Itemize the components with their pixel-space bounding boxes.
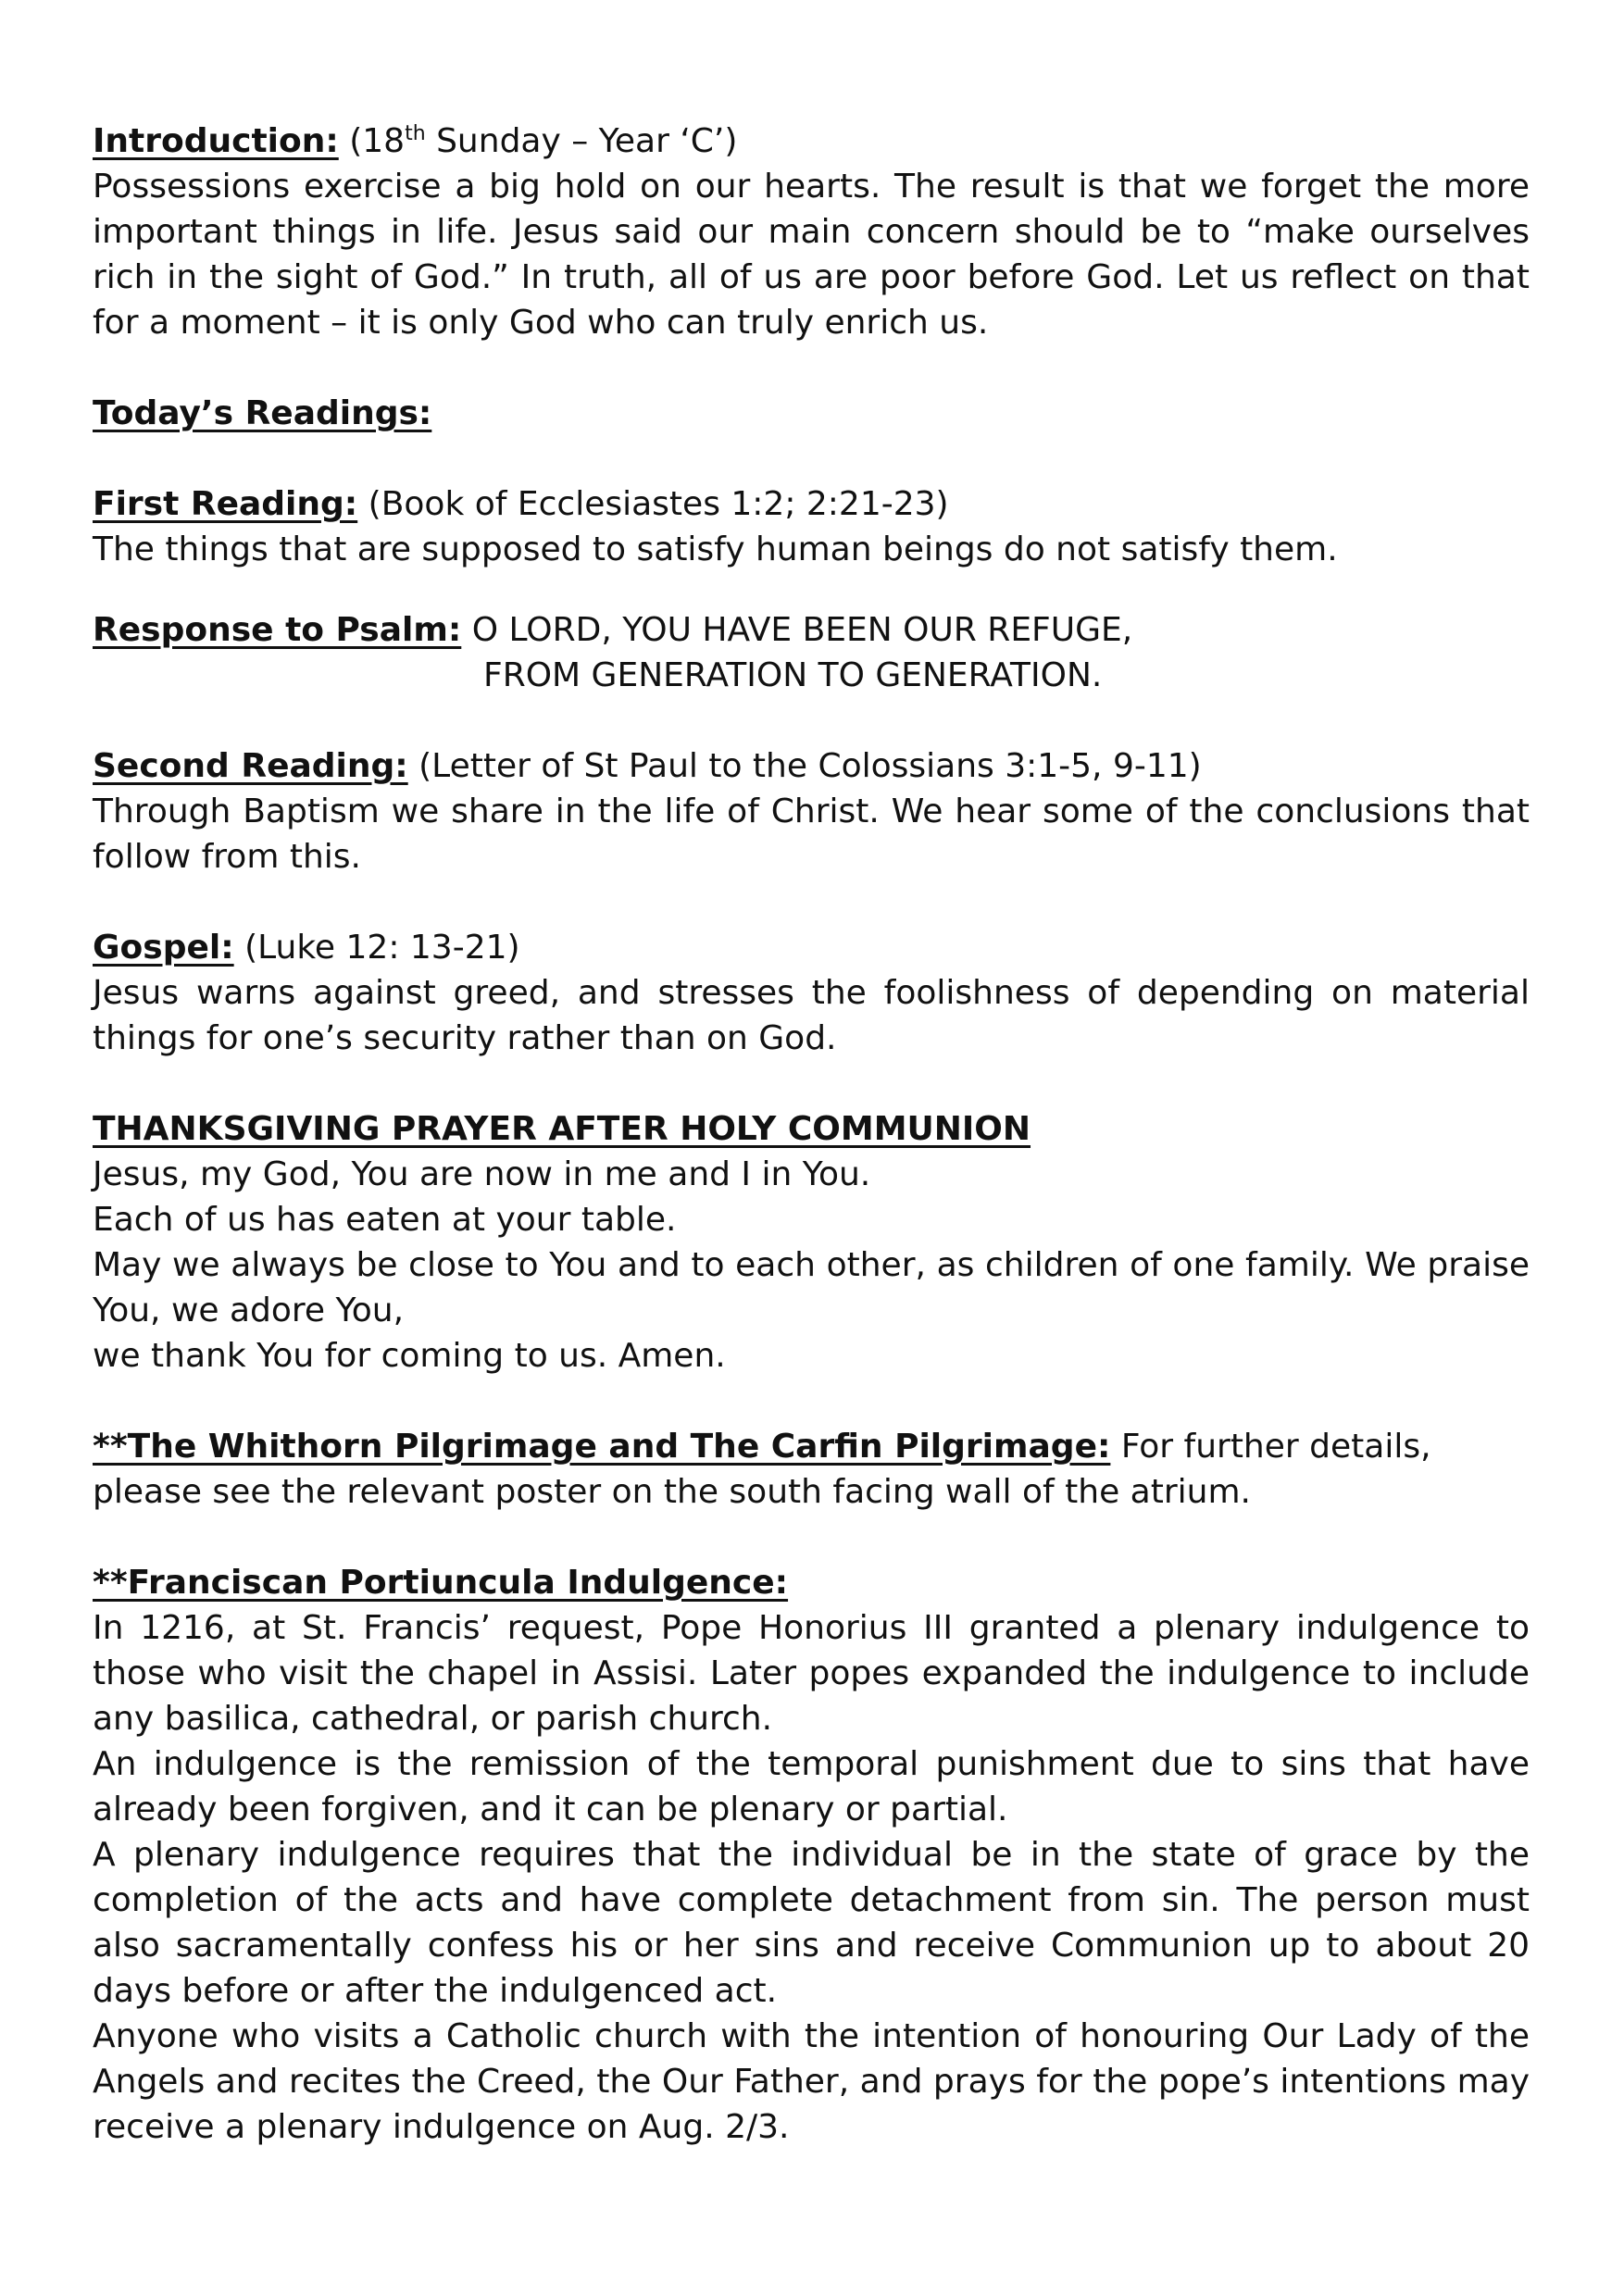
- prayer-line-3: May we always be close to You and to each other, as children of one family. We praise You, we adore You,: [93, 1246, 1530, 1329]
- prayer-line-4: we thank You for coming to us. Amen.: [93, 1337, 726, 1375]
- psalm-heading: Response to Psalm:: [93, 611, 462, 649]
- pilgrimage-heading: **The Whithorn Pilgrimage and The Carfin Pilgrimage:: [93, 1428, 1111, 1466]
- spacer: [93, 345, 1530, 391]
- second-reading-text: Through Baptism we share in the life of Christ. We hear some of the conclusions that follow from this.: [93, 792, 1530, 876]
- indulgence-para-4: Anyone who visits a Catholic church with the intention of honouring Our Lady of the Angels and recites the Creed, the Our Father, and prays for the pope’s intentions may receive a plenary indulgence on Aug. 2/3.: [93, 2017, 1530, 2146]
- pilgrimage-paragraph: [93, 1424, 1530, 1515]
- indulgence-heading: **Franciscan Portiuncula Indulgence:: [93, 1564, 789, 1602]
- indulgence-para-2: An indulgence is the remission of the temporal punishment due to sins that have already been forgiven, and it can be plenary or partial.: [93, 1745, 1530, 1828]
- prayer-line-2: Each of us has eaten at your table.: [93, 1201, 677, 1239]
- first-reading-text: The things that are supposed to satisfy human beings do not satisfy them.: [93, 530, 1338, 568]
- intro-note-sup: th: [405, 122, 426, 145]
- bulletin-page: [93, 119, 1530, 2150]
- indulgence-para-1: In 1216, at St. Francis’ request, Pope Honorius III granted a plenary indulgence to those who visit the chapel in Assisi. Later popes expanded the indulgence to include any basilica, cathedral, or parish church.: [93, 1609, 1530, 1738]
- gospel-heading: Gospel:: [93, 929, 234, 967]
- intro-note-close: Sunday – Year ‘C’): [425, 122, 738, 160]
- psalm-response-1: O LORD, YOU HAVE BEEN OUR REFUGE,: [461, 611, 1133, 649]
- prayer-heading: THANKSGIVING PRAYER AFTER HOLY COMMUNION: [93, 1110, 1031, 1148]
- first-reading-heading: First Reading:: [93, 485, 358, 523]
- spacer: [93, 1061, 1530, 1106]
- gospel-text: Jesus warns against greed, and stresses the foolishness of depending on material things for one’s security rather than on God.: [93, 974, 1530, 1057]
- gospel-ref: (Luke 12: 13-21): [233, 929, 520, 967]
- indulgence-para-3: A plenary indulgence requires that the individual be in the state of grace by the completion of the acts and have complete detachment from sin. The person must also sacramentally confess his or her sins and receive Communion up to about 20 days before or after the indulgenced act.: [93, 1836, 1530, 2010]
- first-reading-line: [93, 481, 1530, 527]
- spacer: [93, 880, 1530, 925]
- spacer: [93, 1379, 1530, 1424]
- second-reading-heading: Second Reading:: [93, 747, 408, 785]
- pilgrimage-text: For further details, please see the relevant poster on the south facing wall of the atrium.: [93, 1428, 1431, 1511]
- gospel-line: [93, 925, 1530, 970]
- first-reading-ref: (Book of Ecclesiastes 1:2; 2:21-23): [357, 485, 949, 523]
- spacer: [93, 436, 1530, 481]
- spacer: [93, 698, 1530, 743]
- intro-heading-line: [93, 119, 1530, 164]
- spacer: [93, 1515, 1530, 1560]
- spacer: [93, 572, 1530, 607]
- prayer-line-1: Jesus, my God, You are now in me and I in You.: [93, 1155, 871, 1193]
- intro-heading: Introduction:: [93, 122, 339, 160]
- psalm-response-2: FROM GENERATION TO GENERATION.: [483, 656, 1103, 694]
- psalm-line-1: [93, 607, 1530, 653]
- intro-text: Possessions exercise a big hold on our hearts. The result is that we forget the more important things in life. Jesus said our main concern should be to “make ourselves rich in the sight of God.” In truth, all of us are poor before God. Let us reflect on that for a moment – it is only God who can truly enrich us.: [93, 168, 1530, 342]
- intro-note-open: (18: [338, 122, 406, 160]
- second-reading-line: [93, 743, 1530, 789]
- readings-heading: Today’s Readings:: [93, 394, 432, 432]
- second-reading-ref: (Letter of St Paul to the Colossians 3:1-5, 9-11): [407, 747, 1202, 785]
